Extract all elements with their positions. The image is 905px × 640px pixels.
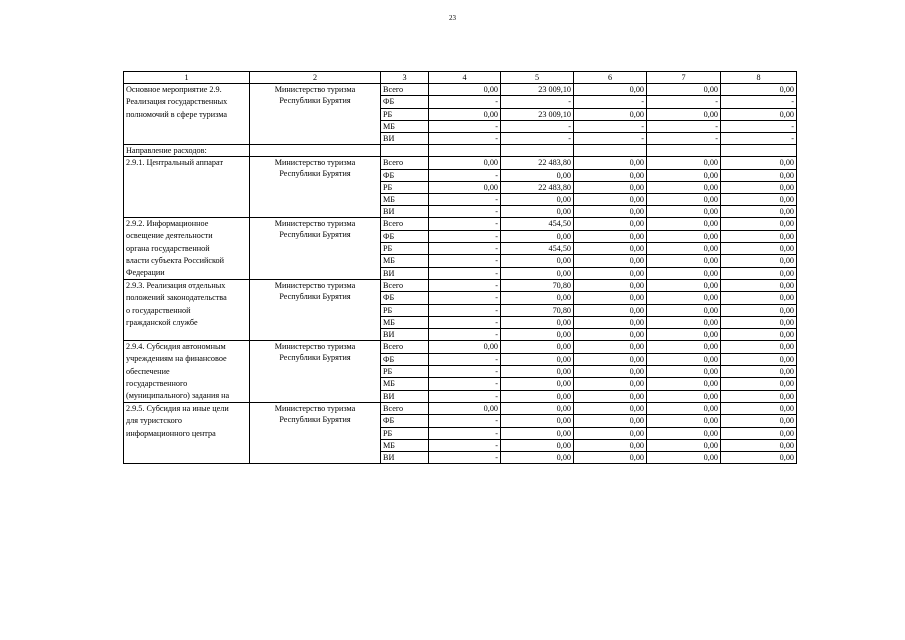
funding-source: Всего [381, 84, 429, 96]
amount-cell: 0,00 [647, 267, 721, 279]
amount-cell: 454,50 [501, 218, 574, 230]
amount-cell: 0,00 [501, 230, 574, 242]
funding-source: МБ [381, 439, 429, 451]
amount-cell: 0,00 [647, 206, 721, 218]
description-line: положений законодательства [126, 293, 227, 303]
amount-cell: 0,00 [501, 451, 574, 463]
organization-line: Министерство туризма [274, 281, 356, 291]
amount-cell: 0,00 [574, 292, 647, 304]
responsible-organization [250, 218, 381, 280]
amount-cell: 0,00 [647, 378, 721, 390]
funding-source: МБ [381, 378, 429, 390]
amount-cell: - [501, 132, 574, 144]
amount-cell: 0,00 [647, 181, 721, 193]
amount-cell: - [429, 316, 501, 328]
amount-cell: 0,00 [721, 169, 797, 181]
funding-source: ВИ [381, 132, 429, 144]
column-header: 3 [381, 72, 429, 84]
amount-cell: 0,00 [574, 390, 647, 402]
funding-source: ВИ [381, 390, 429, 402]
column-header: 6 [574, 72, 647, 84]
column-header: 1 [124, 72, 250, 84]
amount-cell: 0,00 [647, 157, 721, 169]
column-header: 4 [429, 72, 501, 84]
amount-cell: 0,00 [574, 255, 647, 267]
amount-cell: 0,00 [501, 169, 574, 181]
description-line: государственного [126, 378, 188, 388]
section-label: Направление расходов: [124, 145, 250, 157]
amount-cell: 0,00 [721, 329, 797, 341]
amount-cell: - [429, 439, 501, 451]
funding-source: ФБ [381, 415, 429, 427]
amount-cell: 0,00 [501, 255, 574, 267]
amount-cell: 0,00 [574, 378, 647, 390]
amount-cell: 0,00 [574, 280, 647, 292]
amount-cell: 0,00 [721, 427, 797, 439]
amount-cell: 0,00 [721, 243, 797, 255]
organization-line: Министерство туризма [274, 85, 356, 95]
description-line: Реализация государственных [126, 97, 228, 107]
amount-cell: 0,00 [721, 403, 797, 415]
amount-cell: 0,00 [574, 243, 647, 255]
amount-cell: - [429, 243, 501, 255]
funding-source: ВИ [381, 451, 429, 463]
budget-table [123, 71, 797, 464]
activity-description [124, 341, 250, 403]
amount-cell: - [429, 193, 501, 205]
table-row [124, 341, 797, 353]
description-line: освещение деятельности [126, 231, 213, 241]
funding-source: РБ [381, 243, 429, 255]
funding-source: Всего [381, 157, 429, 169]
amount-cell: 0,00 [721, 193, 797, 205]
amount-cell: 0,00 [647, 353, 721, 365]
amount-cell: 0,00 [647, 329, 721, 341]
empty-cell [429, 145, 501, 157]
amount-cell: 0,00 [574, 427, 647, 439]
amount-cell: 0,00 [721, 365, 797, 377]
amount-cell: 0,00 [721, 181, 797, 193]
responsible-organization [250, 157, 381, 218]
amount-cell: - [429, 451, 501, 463]
amount-cell: 0,00 [647, 427, 721, 439]
funding-source: Всего [381, 280, 429, 292]
amount-cell: - [429, 427, 501, 439]
amount-cell: 0,00 [574, 403, 647, 415]
funding-source: МБ [381, 255, 429, 267]
amount-cell: 0,00 [721, 84, 797, 96]
responsible-organization [250, 280, 381, 341]
amount-cell: 0,00 [721, 415, 797, 427]
amount-cell: 0,00 [647, 365, 721, 377]
description-line: гражданской службе [126, 317, 198, 327]
amount-cell: 0,00 [721, 439, 797, 451]
funding-source: ВИ [381, 206, 429, 218]
amount-cell: 0,00 [501, 341, 574, 353]
amount-cell: 0,00 [574, 169, 647, 181]
funding-source: ФБ [381, 230, 429, 242]
amount-cell: - [574, 132, 647, 144]
section-label-row [124, 145, 797, 157]
amount-cell: - [574, 96, 647, 108]
amount-cell: - [501, 120, 574, 132]
funding-source: РБ [381, 108, 429, 120]
amount-cell: 0,00 [501, 267, 574, 279]
amount-cell: 0,00 [501, 378, 574, 390]
amount-cell: - [429, 353, 501, 365]
description-line: 2.9.3. Реализация отдельных [126, 281, 226, 291]
amount-cell: 0,00 [721, 341, 797, 353]
description-line: обеспечение [126, 366, 170, 376]
amount-cell: 0,00 [574, 206, 647, 218]
activity-description [124, 280, 250, 341]
empty-cell [250, 145, 381, 157]
amount-cell: 0,00 [501, 403, 574, 415]
organization-line: Республики Бурятия [279, 169, 351, 179]
description-line: информационного центра [126, 428, 216, 438]
amount-cell: - [429, 365, 501, 377]
amount-cell: 0,00 [721, 267, 797, 279]
funding-source: МБ [381, 193, 429, 205]
funding-source: ФБ [381, 292, 429, 304]
amount-cell: 0,00 [721, 316, 797, 328]
amount-cell: 0,00 [574, 84, 647, 96]
description-line: 2.9.4. Субсидия автономным [126, 342, 226, 352]
amount-cell: 0,00 [574, 157, 647, 169]
amount-cell: 0,00 [501, 292, 574, 304]
amount-cell: 0,00 [647, 193, 721, 205]
table-body [124, 72, 797, 464]
empty-cell [574, 145, 647, 157]
amount-cell: - [429, 169, 501, 181]
funding-source: Всего [381, 341, 429, 353]
amount-cell: 0,00 [574, 108, 647, 120]
amount-cell: 0,00 [647, 451, 721, 463]
amount-cell: 0,00 [574, 451, 647, 463]
funding-source: РБ [381, 427, 429, 439]
amount-cell: 0,00 [574, 267, 647, 279]
amount-cell: 0,00 [647, 403, 721, 415]
organization-line: Республики Бурятия [279, 230, 351, 240]
amount-cell: 0,00 [721, 230, 797, 242]
amount-cell: 0,00 [574, 230, 647, 242]
empty-cell [721, 145, 797, 157]
responsible-organization [250, 341, 381, 403]
organization-line: Министерство туризма [274, 219, 356, 229]
amount-cell: 0,00 [647, 218, 721, 230]
amount-cell: - [429, 218, 501, 230]
page-number: 23 [449, 14, 456, 22]
amount-cell: - [721, 96, 797, 108]
amount-cell: 0,00 [647, 415, 721, 427]
amount-cell: 0,00 [501, 316, 574, 328]
amount-cell: 0,00 [647, 439, 721, 451]
table-row [124, 403, 797, 415]
amount-cell: - [429, 120, 501, 132]
description-line: власти субъекта Российской [126, 255, 225, 265]
amount-cell: 0,00 [429, 341, 501, 353]
amount-cell: 23 009,10 [501, 108, 574, 120]
amount-cell: - [501, 96, 574, 108]
organization-line: Республики Бурятия [279, 292, 351, 302]
amount-cell: - [429, 329, 501, 341]
funding-source: Всего [381, 218, 429, 230]
activity-description [124, 157, 250, 218]
description-line: о государственной [126, 305, 191, 315]
amount-cell: 0,00 [721, 280, 797, 292]
amount-cell: 0,00 [501, 329, 574, 341]
amount-cell: 0,00 [647, 230, 721, 242]
description-line: (муниципального) задания на [126, 391, 230, 401]
amount-cell: 0,00 [429, 84, 501, 96]
organization-line: Министерство туризма [274, 342, 356, 352]
funding-source: ВИ [381, 329, 429, 341]
amount-cell: 70,80 [501, 304, 574, 316]
organization-line: Министерство туризма [274, 404, 356, 414]
amount-cell: 22 483,80 [501, 181, 574, 193]
amount-cell: 0,00 [574, 353, 647, 365]
organization-line: Министерство туризма [274, 158, 356, 168]
activity-description [124, 218, 250, 280]
responsible-organization [250, 84, 381, 145]
amount-cell: 0,00 [647, 84, 721, 96]
amount-cell: - [647, 120, 721, 132]
amount-cell: 0,00 [574, 365, 647, 377]
amount-cell: 0,00 [501, 415, 574, 427]
amount-cell: 0,00 [501, 390, 574, 402]
column-header: 5 [501, 72, 574, 84]
amount-cell: 0,00 [501, 439, 574, 451]
amount-cell: 0,00 [501, 206, 574, 218]
funding-source: ФБ [381, 96, 429, 108]
amount-cell: 0,00 [721, 206, 797, 218]
organization-line: Республики Бурятия [279, 96, 351, 106]
table-row [124, 280, 797, 292]
amount-cell: 0,00 [647, 292, 721, 304]
amount-cell: 0,00 [501, 427, 574, 439]
amount-cell: 0,00 [501, 365, 574, 377]
amount-cell: 0,00 [721, 451, 797, 463]
column-header: 7 [647, 72, 721, 84]
amount-cell: - [647, 96, 721, 108]
description-line: 2.9.1. Центральный аппарат [126, 158, 224, 168]
description-line: учреждениям на финансовое [126, 354, 227, 364]
amount-cell: 0,00 [574, 329, 647, 341]
description-line: полномочий в сфере туризма [126, 109, 228, 119]
funding-source: РБ [381, 365, 429, 377]
funding-source: Всего [381, 403, 429, 415]
funding-source: РБ [381, 304, 429, 316]
amount-cell: 0,00 [721, 378, 797, 390]
amount-cell: 0,00 [574, 415, 647, 427]
amount-cell: - [429, 304, 501, 316]
description-line: Федерации [126, 268, 165, 278]
amount-cell: 0,00 [647, 280, 721, 292]
amount-cell: 23 009,10 [501, 84, 574, 96]
description-line: 2.9.5. Субсидия на иные цели [126, 404, 229, 414]
amount-cell: 0,00 [574, 439, 647, 451]
amount-cell: 0,00 [647, 304, 721, 316]
amount-cell: 0,00 [429, 157, 501, 169]
amount-cell: - [574, 120, 647, 132]
amount-cell: - [721, 132, 797, 144]
amount-cell: 0,00 [574, 304, 647, 316]
amount-cell: 0,00 [721, 304, 797, 316]
amount-cell: - [429, 255, 501, 267]
funding-source: ФБ [381, 169, 429, 181]
description-line: органа государственной [126, 243, 210, 253]
amount-cell: 454,50 [501, 243, 574, 255]
amount-cell: 0,00 [574, 181, 647, 193]
amount-cell: 0,00 [574, 218, 647, 230]
funding-source: ФБ [381, 353, 429, 365]
amount-cell: 0,00 [721, 292, 797, 304]
amount-cell: 0,00 [501, 193, 574, 205]
activity-description [124, 84, 250, 145]
amount-cell: - [647, 132, 721, 144]
organization-line: Республики Бурятия [279, 353, 351, 363]
description-line: для туристского [126, 416, 182, 426]
amount-cell: 0,00 [647, 255, 721, 267]
amount-cell: - [429, 280, 501, 292]
amount-cell: 0,00 [721, 353, 797, 365]
funding-source: РБ [381, 181, 429, 193]
amount-cell: 22 483,80 [501, 157, 574, 169]
funding-source: МБ [381, 120, 429, 132]
amount-cell: 0,00 [647, 390, 721, 402]
amount-cell: 0,00 [574, 193, 647, 205]
amount-cell: 0,00 [647, 341, 721, 353]
amount-cell: 0,00 [721, 255, 797, 267]
amount-cell: 0,00 [647, 169, 721, 181]
empty-cell [381, 145, 429, 157]
amount-cell: - [429, 267, 501, 279]
funding-source: ВИ [381, 267, 429, 279]
amount-cell: 0,00 [647, 108, 721, 120]
amount-cell: - [429, 378, 501, 390]
responsible-organization [250, 403, 381, 464]
empty-cell [647, 145, 721, 157]
amount-cell: 0,00 [721, 218, 797, 230]
column-header: 2 [250, 72, 381, 84]
amount-cell: 0,00 [429, 181, 501, 193]
amount-cell: 0,00 [721, 108, 797, 120]
amount-cell: - [429, 230, 501, 242]
amount-cell: - [429, 132, 501, 144]
amount-cell: 0,00 [501, 353, 574, 365]
table-row [124, 84, 797, 96]
amount-cell: - [429, 96, 501, 108]
column-header: 8 [721, 72, 797, 84]
funding-source: МБ [381, 316, 429, 328]
amount-cell: - [429, 390, 501, 402]
table-row [124, 157, 797, 169]
amount-cell: 0,00 [574, 341, 647, 353]
column-header-row [124, 72, 797, 84]
amount-cell: 0,00 [647, 316, 721, 328]
amount-cell: 0,00 [429, 108, 501, 120]
amount-cell: - [429, 206, 501, 218]
table-row [124, 218, 797, 230]
amount-cell: - [429, 415, 501, 427]
amount-cell: 0,00 [721, 390, 797, 402]
empty-cell [501, 145, 574, 157]
description-line: 2.9.2. Информационное [126, 219, 209, 229]
amount-cell: 70,80 [501, 280, 574, 292]
amount-cell: 0,00 [574, 316, 647, 328]
organization-line: Республики Бурятия [279, 415, 351, 425]
amount-cell: - [721, 120, 797, 132]
amount-cell: 0,00 [721, 157, 797, 169]
amount-cell: 0,00 [647, 243, 721, 255]
activity-description [124, 403, 250, 464]
amount-cell: 0,00 [429, 403, 501, 415]
description-line: Основное мероприятие 2.9. [126, 85, 222, 95]
amount-cell: - [429, 292, 501, 304]
